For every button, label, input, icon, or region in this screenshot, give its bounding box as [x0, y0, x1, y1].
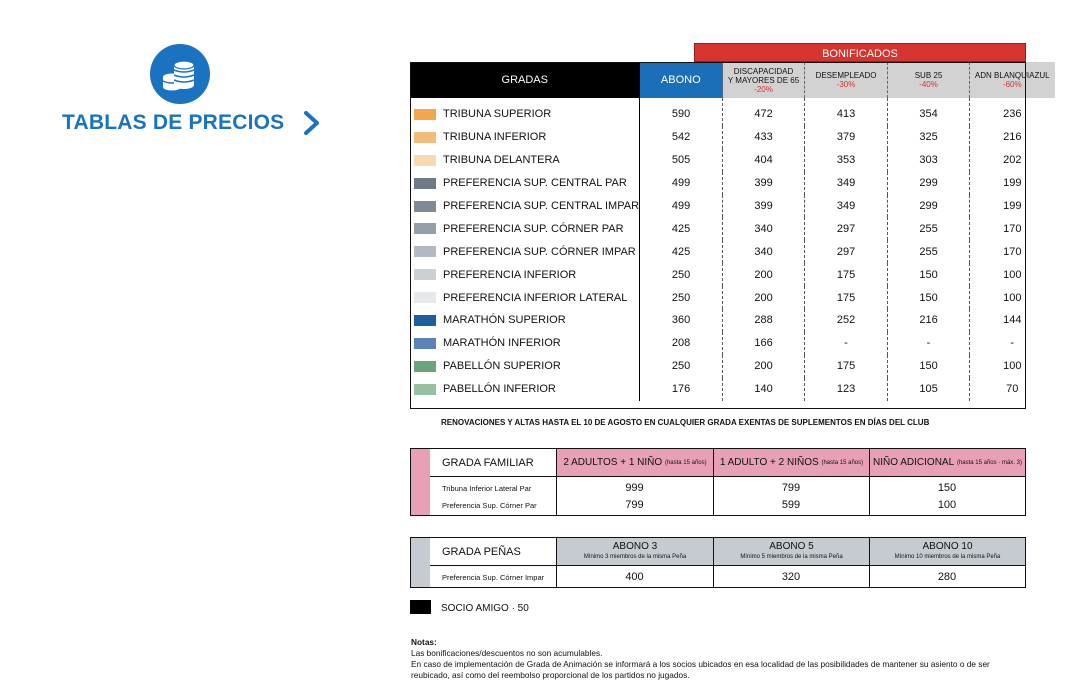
- penas-column-header: [869, 538, 1025, 566]
- price-cell-desemp: 175: [805, 286, 888, 309]
- price-cell-desemp: 349: [805, 172, 888, 195]
- price-cell-adn: 170: [970, 217, 1055, 240]
- price-cell-sub25: 150: [888, 263, 970, 286]
- note-line: En caso de implementación de Grada de Animación se informará a los socios ubicados en esa localidad de las posibilidades de mantener su asiento o de ser reubicado, así como del reembolso proporcional de los partidos no jugados.: [411, 659, 990, 680]
- price-cell-disc: 404: [723, 149, 805, 172]
- price-table: [410, 62, 1055, 401]
- price-cell: 599: [781, 499, 801, 511]
- price-cell-desemp: 175: [805, 263, 888, 286]
- column-header-discapacidad: DISCAPACIDAD Y MAYORES DE 65 -20%: [723, 62, 805, 98]
- table-row: [410, 355, 1055, 378]
- price-cell-abono: 250: [640, 286, 723, 309]
- price-cell: 999: [625, 482, 644, 494]
- renovaciones-note: RENOVACIONES Y ALTAS HASTA EL 10 DE AGOSTO EN CUALQUIER GRADA EXENTAS DE SUPLEMENTOS EN DÍAS DEL CLUB: [441, 418, 930, 427]
- price-cell-adn: 199: [970, 172, 1055, 195]
- socio-amigo-swatch: [410, 600, 431, 614]
- grada-label: [410, 263, 640, 286]
- price-cell-disc: 433: [723, 126, 805, 149]
- price-cell: 799: [781, 482, 801, 494]
- price-cell-disc: 399: [723, 195, 805, 218]
- column-header-abono: ABONO: [640, 62, 723, 98]
- price-cell-disc: 200: [723, 355, 805, 378]
- penas-column-header: [556, 538, 713, 566]
- price-cell: 100: [937, 499, 957, 511]
- price-cell: 400: [625, 571, 644, 583]
- price-cell-sub25: 299: [888, 195, 970, 218]
- grada-name: PABELLÓN SUPERIOR: [443, 360, 561, 373]
- table-row: [410, 378, 1055, 401]
- grada-name: PABELLÓN INFERIOR: [443, 383, 556, 396]
- price-cell-sub25: 150: [888, 355, 970, 378]
- price-cell-abono: 425: [640, 217, 723, 240]
- table-row: [410, 263, 1055, 286]
- socio-amigo-label: SOCIO AMIGO · 50: [441, 603, 529, 614]
- grada-name: TRIBUNA INFERIOR: [443, 131, 547, 144]
- familiar-column-header: [713, 449, 869, 477]
- grada-label: [410, 355, 640, 378]
- price-cell-desemp: 353: [805, 149, 888, 172]
- price-cell: 799: [625, 499, 644, 511]
- grada-color-swatch: [414, 132, 436, 143]
- price-cell-sub25: 105: [888, 378, 970, 401]
- column-note: Mínimo 10 miembros de la misma Peña: [894, 553, 1001, 560]
- price-cell-abono: 208: [640, 332, 723, 355]
- price-cell-desemp: 297: [805, 217, 888, 240]
- grada-label: [410, 195, 640, 218]
- grada-color-swatch: [414, 109, 436, 120]
- familiar-title: GRADA FAMILIAR: [430, 449, 556, 477]
- grada-color-swatch: [414, 315, 436, 326]
- price-cell-abono: 176: [640, 378, 723, 401]
- price-cell-adn: 199: [970, 195, 1055, 218]
- column-note: (hasta 15 años · máx. 3): [956, 459, 1022, 466]
- price-cell-sub25: 216: [888, 309, 970, 332]
- price-cell-disc: 200: [723, 263, 805, 286]
- row-label: Preferencia Sup. Córner Impar: [442, 573, 545, 582]
- familiar-column-header: [869, 449, 1025, 477]
- grada-label: [410, 286, 640, 309]
- column-label: ABONO 3: [612, 540, 658, 552]
- price-cell-abono: 250: [640, 263, 723, 286]
- grada-color-swatch: [414, 292, 436, 303]
- table-row: [410, 98, 1055, 126]
- price-cell-desemp: 297: [805, 240, 888, 263]
- grada-label: [410, 126, 640, 149]
- price-cell-abono: 505: [640, 149, 723, 172]
- price-cell-adn: 100: [970, 263, 1055, 286]
- grada-name: MARATHÓN SUPERIOR: [443, 314, 566, 327]
- column-header-adn-blanquiazul: ADN BLANQUIAZUL -60%: [970, 62, 1055, 98]
- grada-color-swatch: [414, 361, 436, 372]
- table-row: [410, 332, 1055, 355]
- price-cell-desemp: 349: [805, 195, 888, 218]
- grada-color-swatch: [414, 384, 436, 395]
- row-label: Tribuna Inferior Lateral Par: [442, 484, 532, 493]
- table-row: [410, 286, 1055, 309]
- price-cell-sub25: 255: [888, 240, 970, 263]
- grada-label: [410, 98, 640, 126]
- grada-name: PREFERENCIA INFERIOR LATERAL: [443, 291, 628, 304]
- grada-familiar-table: [410, 448, 1026, 516]
- grada-color-swatch: [414, 246, 436, 257]
- price-cell-adn: 100: [970, 355, 1055, 378]
- grada-label: [410, 149, 640, 172]
- column-note: (hasta 15 años): [821, 459, 864, 466]
- price-cell: 320: [781, 571, 801, 583]
- price-cell-disc: 166: [723, 332, 805, 355]
- grada-label: [410, 217, 640, 240]
- table-row: [410, 240, 1055, 263]
- price-cell-adn: 170: [970, 240, 1055, 263]
- price-cell-sub25: 325: [888, 126, 970, 149]
- grada-name: PREFERENCIA SUP. CENTRAL IMPAR: [443, 200, 640, 212]
- row-label: Preferencia Sup. Córner Par: [442, 501, 537, 510]
- table-row: [410, 217, 1055, 240]
- column-label: 2 ADULTOS + 1 NIÑO: [563, 456, 663, 468]
- price-cell-desemp: -: [805, 332, 888, 355]
- price-cell-abono: 360: [640, 309, 723, 332]
- grada-label: [410, 309, 640, 332]
- price-cell-sub25: 354: [888, 98, 970, 126]
- penas-column-header: [713, 538, 869, 566]
- column-header-sub25: SUB 25 -40%: [888, 62, 970, 98]
- price-cell-abono: 542: [640, 126, 723, 149]
- column-note: (hasta 15 años): [664, 459, 707, 466]
- grada-label: [410, 240, 640, 263]
- price-cell-adn: -: [970, 332, 1055, 355]
- price-cell-abono: 499: [640, 195, 723, 218]
- price-cell: 150: [937, 482, 957, 494]
- table-row: [410, 149, 1055, 172]
- grada-name: PREFERENCIA SUP. CENTRAL PAR: [443, 177, 627, 190]
- grada-label: [410, 378, 640, 401]
- column-label: NIÑO ADICIONAL: [873, 456, 955, 468]
- price-cell: 280: [937, 571, 957, 583]
- chevron-right-icon[interactable]: [301, 110, 323, 136]
- table-row: [410, 172, 1055, 195]
- grada-color-swatch: [414, 201, 436, 212]
- column-note: Mínimo 5 miembros de la misma Peña: [740, 553, 843, 560]
- price-cell-sub25: 299: [888, 172, 970, 195]
- grada-label: [410, 332, 640, 355]
- grada-color-swatch: [414, 223, 436, 234]
- price-cell-abono: 590: [640, 98, 723, 126]
- price-cell-disc: 288: [723, 309, 805, 332]
- table-row: [410, 126, 1055, 149]
- price-cell-disc: 399: [723, 172, 805, 195]
- price-cell-sub25: 150: [888, 286, 970, 309]
- price-cell-adn: 100: [970, 286, 1055, 309]
- column-label: 1 ADULTO + 2 NIÑOS: [719, 456, 819, 468]
- familiar-column-header: [556, 449, 713, 477]
- price-cell-desemp: 379: [805, 126, 888, 149]
- column-header-desempleado: DESEMPLEADO -30%: [805, 62, 888, 98]
- column-note: Mínimo 3 miembros de la misma Peña: [583, 553, 687, 560]
- price-cell-adn: 236: [970, 98, 1055, 126]
- price-cell-desemp: 175: [805, 355, 888, 378]
- grada-name: PREFERENCIA INFERIOR: [443, 268, 577, 281]
- price-cell-abono: 499: [640, 172, 723, 195]
- grada-color-swatch: [414, 269, 436, 280]
- price-cell-desemp: 123: [805, 378, 888, 401]
- price-cell-sub25: 303: [888, 149, 970, 172]
- grada-name: MARATHÓN INFERIOR: [443, 337, 561, 350]
- price-cell-disc: 200: [723, 286, 805, 309]
- page-title: TABLAS DE PRECIOS: [62, 111, 285, 134]
- price-cell-disc: 340: [723, 240, 805, 263]
- price-cell-adn: 216: [970, 126, 1055, 149]
- price-cell-disc: 340: [723, 217, 805, 240]
- column-label: ABONO 5: [769, 540, 814, 552]
- grada-color-swatch: [414, 178, 436, 189]
- grada-color-swatch: [414, 155, 436, 166]
- notes-title: Notas:: [411, 637, 437, 647]
- note-line: Las bonificaciones/descuentos no son acumulables.: [411, 648, 603, 658]
- table-row: [410, 195, 1055, 218]
- grada-name: TRIBUNA SUPERIOR: [443, 108, 552, 121]
- price-cell-disc: 472: [723, 98, 805, 126]
- column-header-gradas: GRADAS: [410, 62, 640, 98]
- penas-accent-bar: [411, 538, 430, 587]
- price-cell-sub25: 255: [888, 217, 970, 240]
- table-row: [410, 309, 1055, 332]
- penas-title: GRADA PEÑAS: [430, 538, 556, 566]
- familiar-accent-bar: [411, 449, 430, 515]
- price-cell-adn: 70: [970, 378, 1055, 401]
- grada-penas-table: [410, 537, 1026, 588]
- column-label: ABONO 10: [922, 540, 973, 552]
- grada-name: PREFERENCIA SUP. CÓRNER PAR: [443, 222, 624, 235]
- grada-label: [410, 172, 640, 195]
- price-cell-adn: 202: [970, 149, 1055, 172]
- price-cell-abono: 250: [640, 355, 723, 378]
- coins-icon: [150, 44, 210, 104]
- price-cell-desemp: 413: [805, 98, 888, 126]
- bonificados-header: BONIFICADOS: [694, 43, 1026, 62]
- price-cell-desemp: 252: [805, 309, 888, 332]
- grada-color-swatch: [414, 338, 436, 349]
- price-cell-sub25: -: [888, 332, 970, 355]
- price-cell-abono: 425: [640, 240, 723, 263]
- price-cell-disc: 140: [723, 378, 805, 401]
- notes: [411, 637, 1021, 681]
- grada-name: PREFERENCIA SUP. CÓRNER IMPAR: [443, 245, 636, 258]
- grada-name: TRIBUNA DELANTERA: [443, 154, 560, 167]
- price-cell-adn: 144: [970, 309, 1055, 332]
